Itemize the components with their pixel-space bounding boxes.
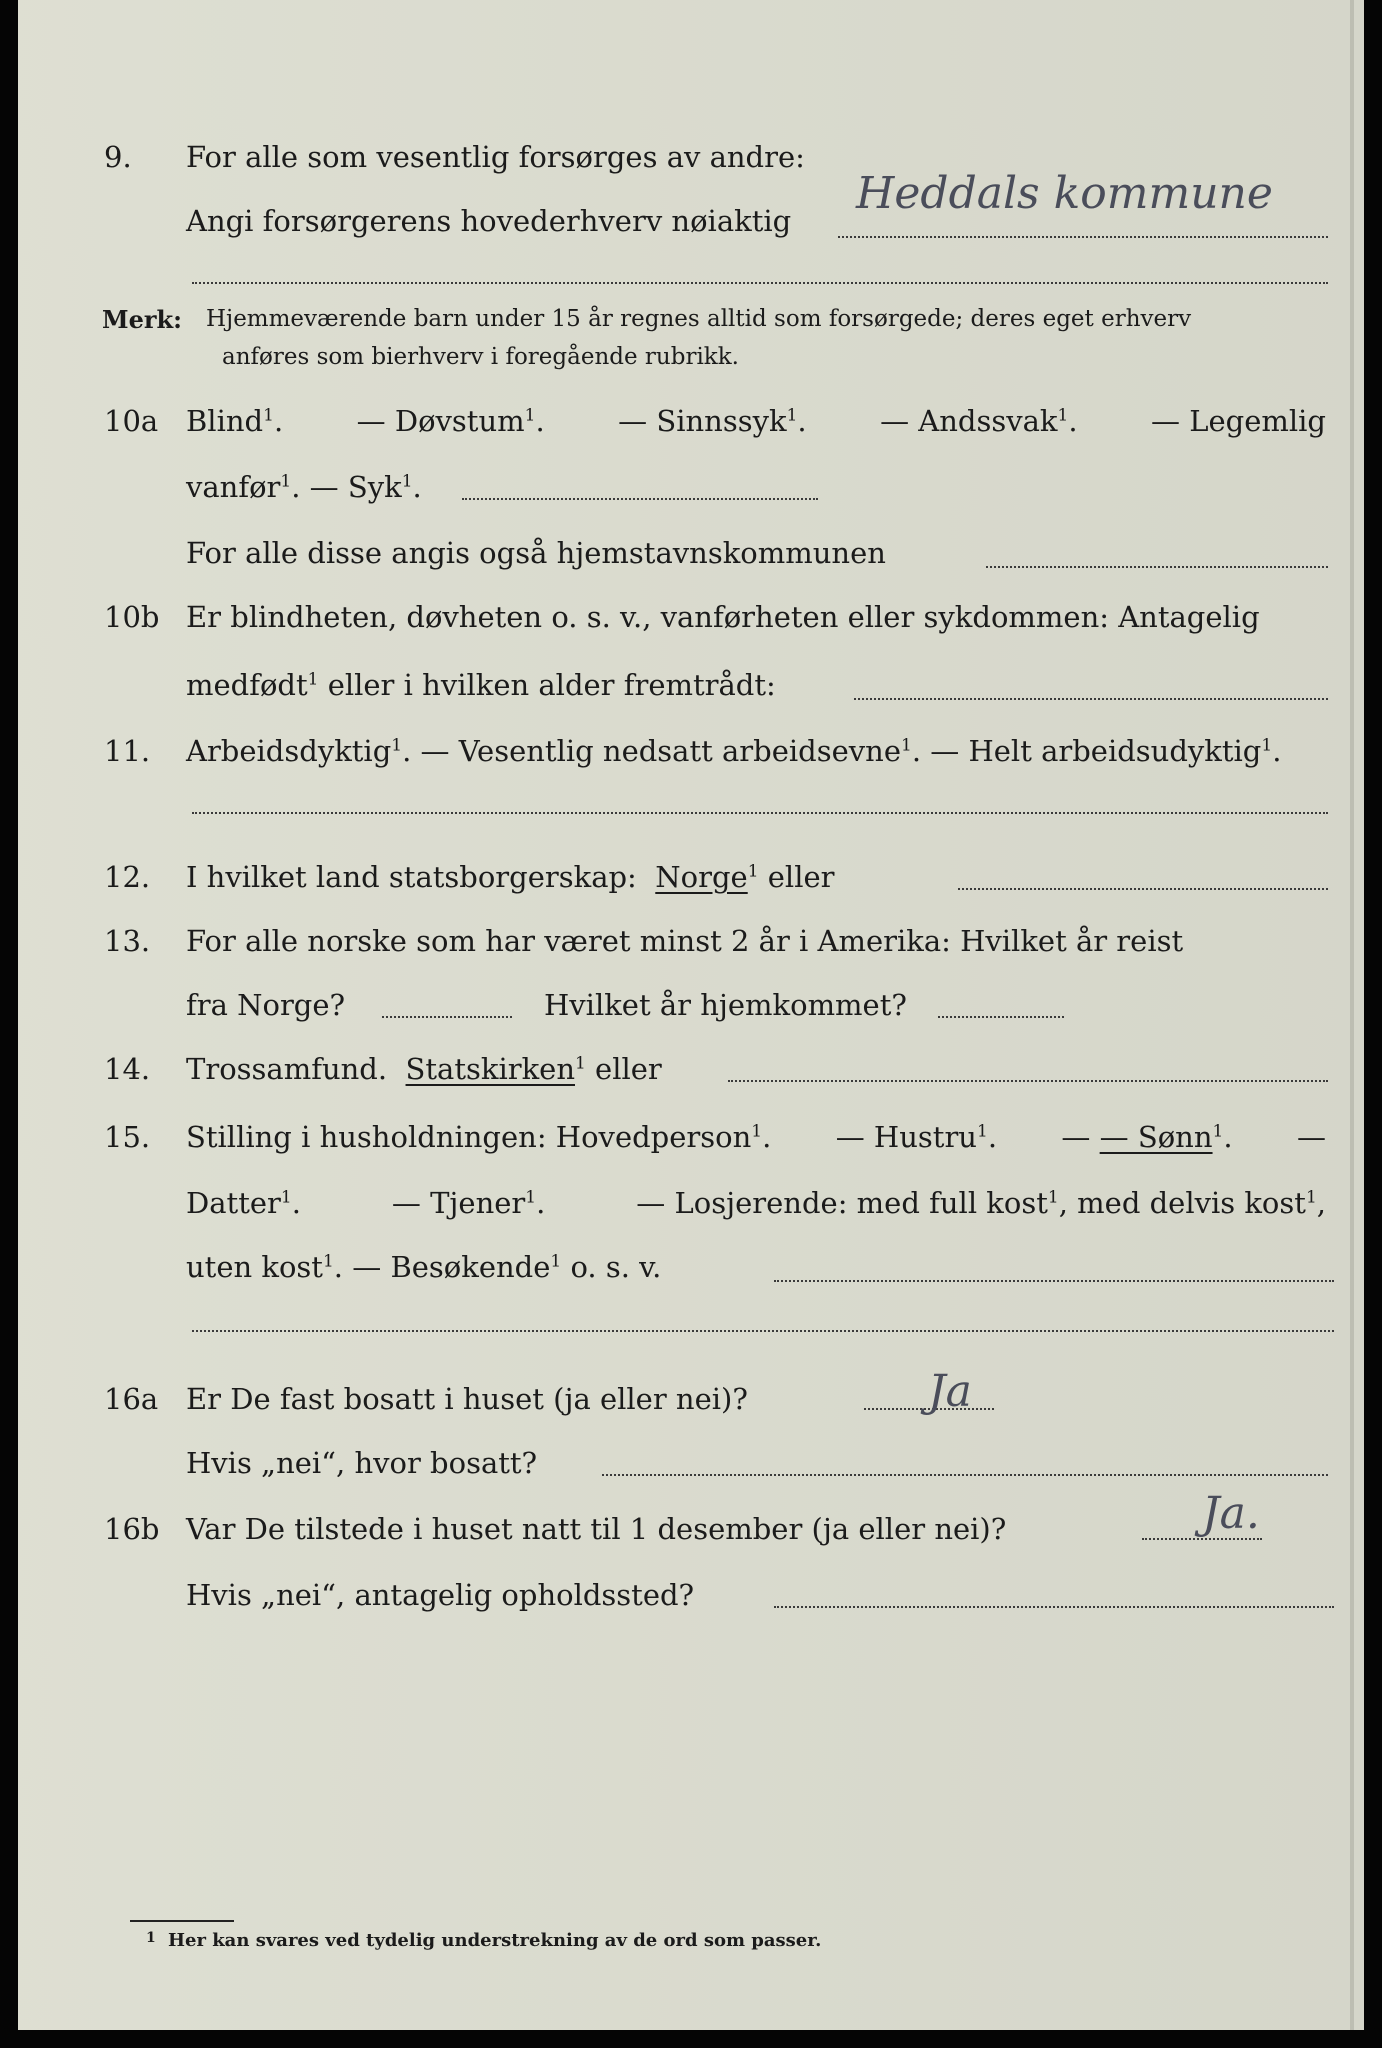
option-andssvak[interactable]: — Andssvak$^1$. [880, 404, 1078, 438]
option-tjener[interactable]: — Tjener$^1$. [391, 1186, 546, 1220]
dash: — [1296, 1120, 1326, 1154]
footnote-mark: 1 [146, 1930, 156, 1946]
option-full-kost[interactable]: — Losjerende: med full kost$^1$, med delvis kost$^1$, [636, 1186, 1326, 1220]
question-number: 10b [104, 600, 160, 634]
question-options [186, 404, 1326, 438]
option-blind[interactable]: Blind$^1$. [186, 404, 284, 438]
option-arbeidsudyktig[interactable]: — Helt arbeidsudyktig$^1$. [930, 734, 1282, 768]
answer-line-reist[interactable] [382, 1016, 512, 1018]
question-15-line-1 [18, 1112, 1364, 1162]
question-text: For alle disse angis også hjemstavnskommunen [186, 536, 886, 570]
question-16b-line-2 [18, 1570, 1364, 1620]
option-besokende[interactable]: — Besøkende$^1$ [352, 1250, 562, 1284]
question-14 [18, 1044, 1364, 1094]
option-norge-underlined[interactable]: Norge [655, 860, 748, 894]
option-legemlig[interactable]: — Legemlig [1151, 404, 1326, 438]
blank-answer-line[interactable] [192, 812, 1328, 814]
answer-line[interactable] [986, 566, 1328, 568]
question-15-line-2 [18, 1178, 1364, 1228]
question-options [186, 1120, 1326, 1154]
question-10b-line-2 [18, 660, 1364, 710]
answer-line[interactable] [958, 888, 1328, 890]
question-text: Er blindheten, døvheten o. s. v., vanførheten eller sykdommen: Antagelig [186, 600, 1260, 634]
question-text: Er De fast bosatt i huset (ja eller nei)? [186, 1382, 748, 1416]
question-text: For alle norske som har været minst 2 år i Amerika: Hvilket år reist [186, 924, 1184, 958]
answer-line[interactable] [838, 236, 1328, 238]
question-15-line-3 [18, 1242, 1364, 1292]
option-dovstum[interactable]: — Døvstum$^1$. [356, 404, 545, 438]
note-label: Merk: [102, 305, 182, 334]
handwritten-answer: Ja. [1202, 1488, 1260, 1539]
option-nedsatt-arbeidsevne[interactable]: — Vesentlig nedsatt arbeidsevne$^1$. [420, 734, 922, 768]
question-number: 14. [104, 1052, 151, 1086]
answer-line[interactable] [728, 1080, 1328, 1082]
blank-answer-line[interactable] [192, 282, 1328, 284]
answer-line-hjemkommet[interactable] [938, 1016, 1064, 1018]
question-text: Hvilket år hjemkommet? [544, 988, 907, 1022]
handwritten-answer: Ja [928, 1366, 972, 1417]
answer-line[interactable] [774, 1280, 1334, 1282]
handwritten-answer: Heddals kommune [856, 168, 1273, 219]
question-text: medfødt$^1$ eller i hvilken alder fremtrådt: [186, 668, 776, 702]
question-text: Var De tilstede i huset natt til 1 desember (ja eller nei)? [186, 1512, 1007, 1546]
question-13-line-1 [18, 916, 1364, 966]
question-11 [18, 726, 1364, 776]
footnote-divider [130, 1920, 234, 1922]
question-number: 9. [104, 140, 132, 174]
question-options [186, 1186, 1326, 1220]
answer-line[interactable] [602, 1474, 1328, 1476]
question-12 [18, 852, 1364, 902]
question-10a-line-1 [18, 396, 1364, 446]
question-number: 13. [104, 924, 151, 958]
question-number: 10a [104, 404, 159, 438]
question-options: uten kost$^1$. — Besøkende$^1$ o. s. v. [186, 1250, 662, 1284]
option-hustru[interactable]: — Hustru$^1$. [835, 1120, 998, 1154]
question-number: 16a [104, 1382, 159, 1416]
option-sinnssyk[interactable]: — Sinnssyk$^1$. [618, 404, 807, 438]
question-10b-line-1 [18, 592, 1364, 642]
question-options [186, 734, 1281, 768]
note-text-line-2: anføres som bierhverv i foregående rubrikk. [222, 344, 739, 370]
question-text: I hvilket land statsborgerskap: Norge$^1$ eller [186, 860, 835, 894]
option-uten-kost[interactable]: uten kost$^1$. [186, 1250, 344, 1284]
question-number: 12. [104, 860, 151, 894]
question-text: Hvis „nei“, hvor bosatt? [186, 1446, 538, 1480]
question-text: Hvis „nei“, antagelig opholdssted? [186, 1578, 695, 1612]
option-statskirken-underlined[interactable]: Statskirken [405, 1052, 575, 1086]
question-number: 11. [104, 734, 151, 768]
question-16a-line-1 [18, 1374, 1364, 1424]
question-10a-line-2 [18, 462, 1364, 512]
census-form-page [18, 0, 1364, 2030]
question-13-line-2 [18, 980, 1364, 1030]
blank-answer-line[interactable] [192, 1330, 1334, 1332]
question-number: 15. [104, 1120, 151, 1154]
option-hovedperson[interactable]: Stilling i husholdningen: Hovedperson$^1$. [186, 1120, 772, 1154]
answer-line[interactable] [774, 1606, 1334, 1608]
note-text-line-1: Hjemmeværende barn under 15 år regnes alltid som forsørgede; deres eget erhverv [206, 306, 1192, 332]
question-10a-line-3 [18, 528, 1364, 578]
question-options [186, 470, 422, 504]
option-datter[interactable]: Datter$^1$. [186, 1186, 301, 1220]
question-number: 16b [104, 1512, 160, 1546]
answer-line[interactable] [462, 498, 818, 500]
option-vanfor[interactable]: vanfør$^1$. [186, 470, 301, 504]
question-text: fra Norge? [186, 988, 346, 1022]
question-text: Trossamfund. Statskirken$^1$ eller [186, 1052, 662, 1086]
option-arbeidsdyktig[interactable]: Arbeidsdyktig$^1$. [186, 734, 412, 768]
question-16b-line-1 [18, 1504, 1364, 1554]
footnote-text: Her kan svares ved tydelig understrekning av de ord som passer. [168, 1930, 822, 1951]
option-syk[interactable]: — Syk$^1$. [309, 470, 422, 504]
question-text: For alle som vesentlig forsørges av andre: [186, 140, 805, 174]
option-sonn[interactable]: — — Sønn$^1$. [1061, 1120, 1233, 1154]
question-text: Angi forsørgerens hovederhverv nøiaktig [186, 204, 792, 238]
answer-line[interactable] [854, 698, 1328, 700]
question-16a-line-2 [18, 1438, 1364, 1488]
